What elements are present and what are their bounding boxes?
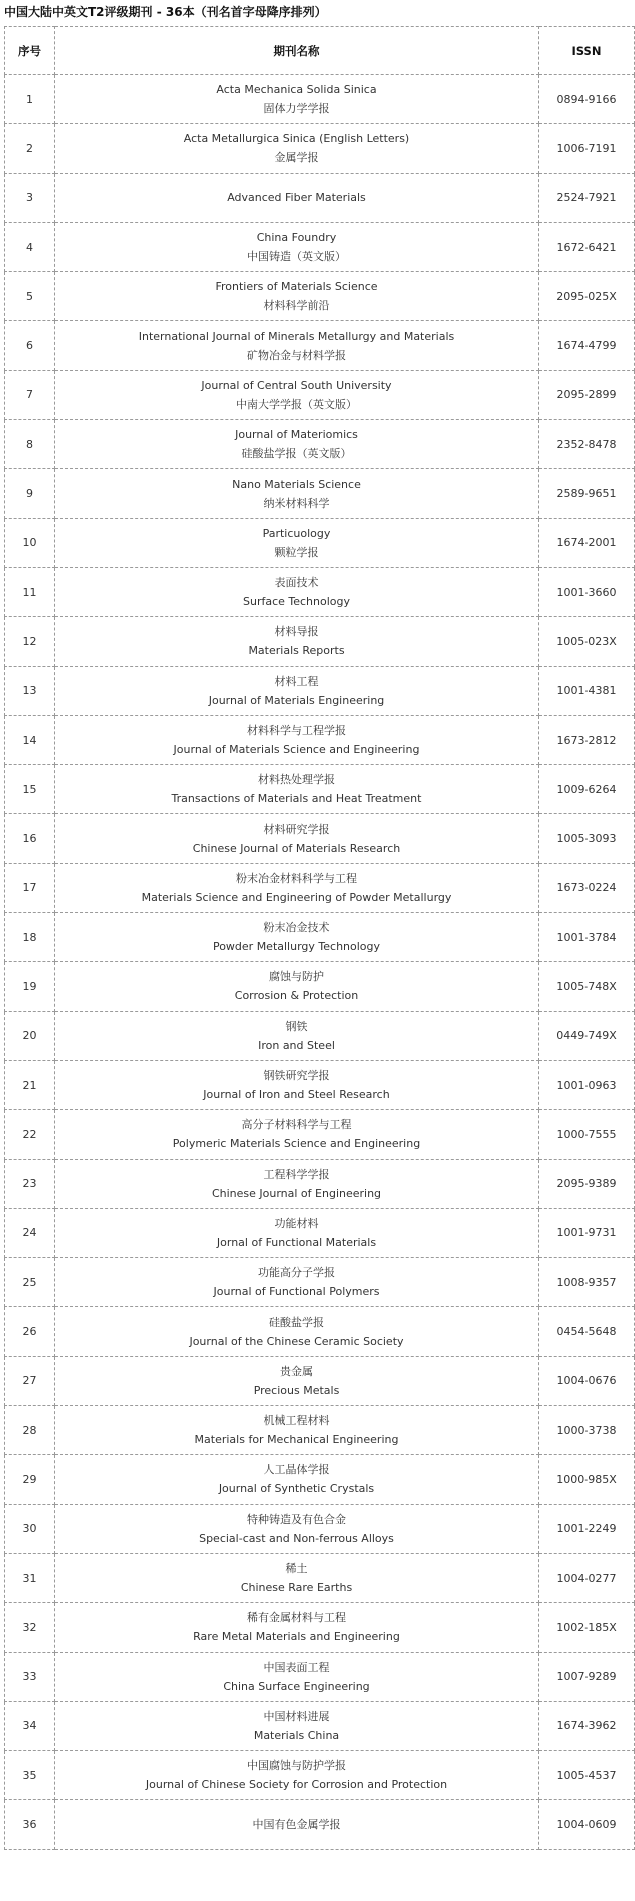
journal-name-secondary: Rare Metal Materials and Engineering: [193, 1630, 400, 1644]
journal-name-primary: 人工晶体学报: [263, 1463, 330, 1477]
journal-name-secondary: Jornal of Functional Materials: [216, 1235, 377, 1249]
journal-name-secondary: Iron and Steel: [258, 1038, 335, 1052]
table-row: [5, 1800, 635, 1849]
row-number: 13: [5, 666, 55, 715]
table-row: [5, 666, 635, 715]
row-number: 10: [5, 518, 55, 567]
issn-value: 1007-9289: [539, 1652, 635, 1701]
table-row: [5, 1652, 635, 1701]
journal-name-primary: Nano Materials Science: [232, 477, 361, 491]
journal-name-cell: [55, 222, 539, 271]
issn-value: 1001-9731: [539, 1208, 635, 1257]
table-row: [5, 1751, 635, 1800]
journal-name-cell: [55, 814, 539, 863]
issn-value: 2095-9389: [539, 1159, 635, 1208]
journal-name-secondary: Special-cast and Non-ferrous Alloys: [199, 1531, 394, 1545]
row-number: 21: [5, 1060, 55, 1109]
issn-value: 1001-3784: [539, 913, 635, 962]
journal-name-secondary: Chinese Rare Earths: [240, 1581, 353, 1595]
row-number: 15: [5, 765, 55, 814]
journal-name-cell: [55, 863, 539, 912]
journal-name-secondary: Materials China: [253, 1728, 340, 1742]
journal-name-primary: 中国有色金属学报: [252, 1818, 341, 1832]
journal-name-primary: Acta Metallurgica Sinica (English Letters): [183, 132, 410, 146]
journal-name-secondary: 硅酸盐学报（英文版）: [241, 447, 352, 461]
journal-name-secondary: Journal of Synthetic Crystals: [218, 1482, 375, 1496]
journal-name-cell: [55, 1060, 539, 1109]
journal-name-cell: [55, 617, 539, 666]
row-number: 34: [5, 1701, 55, 1750]
row-number: 6: [5, 321, 55, 370]
row-number: 36: [5, 1800, 55, 1849]
issn-value: 1674-4799: [539, 321, 635, 370]
row-number: 14: [5, 715, 55, 764]
row-number: 33: [5, 1652, 55, 1701]
journal-name-primary: 高分子材料科学与工程: [241, 1118, 352, 1132]
row-number: 28: [5, 1406, 55, 1455]
journal-name-cell: [55, 1504, 539, 1553]
journal-name-secondary: Precious Metals: [253, 1383, 340, 1397]
issn-value: 2095-025X: [539, 272, 635, 321]
issn-value: 1005-3093: [539, 814, 635, 863]
journal-name-secondary: Journal of Iron and Steel Research: [203, 1088, 390, 1102]
table-row: [5, 715, 635, 764]
journal-name-secondary: Journal of Materials Engineering: [208, 693, 385, 707]
journal-name-secondary: 材料科学前沿: [263, 299, 330, 313]
issn-value: 1001-2249: [539, 1504, 635, 1553]
journal-name-cell: [55, 913, 539, 962]
journal-name-primary: China Foundry: [256, 231, 337, 245]
table-row: [5, 1060, 635, 1109]
table-row: [5, 1504, 635, 1553]
row-number: 26: [5, 1307, 55, 1356]
journal-name-cell: [55, 1011, 539, 1060]
issn-value: 1000-3738: [539, 1406, 635, 1455]
journal-name-secondary: Chinese Journal of Engineering: [211, 1186, 382, 1200]
table-row: [5, 173, 635, 222]
journal-name-secondary: 金属学报: [274, 151, 319, 165]
journal-table: [4, 26, 635, 1850]
issn-value: 1001-4381: [539, 666, 635, 715]
journal-name-cell: [55, 518, 539, 567]
journal-name-cell: [55, 75, 539, 124]
journal-name-primary: 粉末冶金技术: [263, 921, 330, 935]
column-header-name: 期刊名称: [55, 27, 539, 75]
row-number: 31: [5, 1553, 55, 1602]
column-header-issn: ISSN: [539, 27, 635, 75]
issn-value: 1008-9357: [539, 1258, 635, 1307]
journal-name-cell: [55, 1356, 539, 1405]
issn-value: 1674-2001: [539, 518, 635, 567]
journal-name-secondary: Journal of Functional Polymers: [213, 1285, 380, 1299]
row-number: 2: [5, 124, 55, 173]
issn-value: 1009-6264: [539, 765, 635, 814]
document-title: 中国大陆中英文T2评级期刊 - 36本（刊名首字母降序排列）: [4, 5, 327, 19]
row-number: 12: [5, 617, 55, 666]
journal-name-secondary: Materials Reports: [248, 644, 345, 658]
issn-value: 1673-0224: [539, 863, 635, 912]
table-row: [5, 75, 635, 124]
row-number: 3: [5, 173, 55, 222]
journal-name-cell: [55, 715, 539, 764]
journal-name-cell: [55, 1701, 539, 1750]
journal-name-cell: [55, 272, 539, 321]
journal-name-cell: [55, 321, 539, 370]
table-row: [5, 1455, 635, 1504]
table-row: [5, 962, 635, 1011]
issn-value: 2589-9651: [539, 469, 635, 518]
issn-value: 1000-7555: [539, 1110, 635, 1159]
row-number: 17: [5, 863, 55, 912]
journal-name-primary: Journal of Central South University: [201, 378, 392, 392]
journal-name-primary: 材料热处理学报: [258, 773, 335, 787]
issn-value: 1004-0609: [539, 1800, 635, 1849]
table-row: [5, 1356, 635, 1405]
table-row: [5, 420, 635, 469]
journal-name-cell: [55, 420, 539, 469]
journal-name-primary: International Journal of Minerals Metallurgy and Materials: [138, 329, 455, 343]
journal-name-cell: [55, 1652, 539, 1701]
table-row: [5, 321, 635, 370]
column-header-number: 序号: [5, 27, 55, 75]
row-number: 25: [5, 1258, 55, 1307]
journal-name-cell: [55, 1159, 539, 1208]
table-row: [5, 1159, 635, 1208]
journal-name-secondary: Powder Metallurgy Technology: [212, 940, 381, 954]
row-number: 22: [5, 1110, 55, 1159]
table-row: [5, 765, 635, 814]
row-number: 7: [5, 370, 55, 419]
journal-name-primary: 钢铁研究学报: [263, 1069, 330, 1083]
table-row: [5, 124, 635, 173]
issn-value: 1672-6421: [539, 222, 635, 271]
issn-value: 0449-749X: [539, 1011, 635, 1060]
row-number: 29: [5, 1455, 55, 1504]
table-row: [5, 1603, 635, 1652]
issn-value: 1005-748X: [539, 962, 635, 1011]
table-row: [5, 617, 635, 666]
table-row: [5, 814, 635, 863]
journal-name-secondary: Materials for Mechanical Engineering: [194, 1433, 399, 1447]
journal-name-cell: [55, 567, 539, 616]
journal-name-cell: [55, 1455, 539, 1504]
journal-name-secondary: Journal of the Chinese Ceramic Society: [189, 1334, 404, 1348]
journal-name-secondary: 纳米材料科学: [263, 496, 330, 510]
journal-name-secondary: Materials Science and Engineering of Powder Metallurgy: [141, 890, 452, 904]
row-number: 24: [5, 1208, 55, 1257]
issn-value: 1005-4537: [539, 1751, 635, 1800]
row-number: 35: [5, 1751, 55, 1800]
issn-value: 1005-023X: [539, 617, 635, 666]
journal-name-primary: 材料研究学报: [263, 822, 330, 836]
table-row: [5, 1701, 635, 1750]
table-row: [5, 567, 635, 616]
journal-name-secondary: China Surface Engineering: [223, 1679, 370, 1693]
journal-name-primary: 粉末冶金材料科学与工程: [236, 871, 357, 885]
row-number: 20: [5, 1011, 55, 1060]
journal-name-primary: Acta Mechanica Solida Sinica: [216, 83, 377, 97]
journal-name-primary: 功能材料: [274, 1216, 319, 1230]
journal-name-primary: 腐蚀与防护: [269, 970, 324, 984]
journal-name-primary: Particuology: [262, 526, 331, 540]
journal-name-cell: [55, 1258, 539, 1307]
table-row: [5, 863, 635, 912]
journal-name-primary: Frontiers of Materials Science: [215, 280, 378, 294]
table-row: [5, 1258, 635, 1307]
row-number: 11: [5, 567, 55, 616]
issn-value: 1004-0277: [539, 1553, 635, 1602]
journal-name-cell: [55, 173, 539, 222]
table-row: [5, 1307, 635, 1356]
issn-value: 2095-2899: [539, 370, 635, 419]
table-row: [5, 1110, 635, 1159]
table-row: [5, 913, 635, 962]
journal-name-secondary: Corrosion & Protection: [234, 989, 359, 1003]
journal-name-primary: 稀有金属材料与工程: [247, 1611, 346, 1625]
row-number: 23: [5, 1159, 55, 1208]
journal-name-secondary: Transactions of Materials and Heat Treatment: [171, 792, 422, 806]
journal-name-cell: [55, 1208, 539, 1257]
journal-name-primary: 中国材料进展: [263, 1709, 330, 1723]
journal-name-cell: [55, 962, 539, 1011]
journal-name-cell: [55, 370, 539, 419]
journal-name-primary: 贵金属: [280, 1364, 313, 1378]
row-number: 1: [5, 75, 55, 124]
journal-name-secondary: Chinese Journal of Materials Research: [192, 841, 401, 855]
issn-value: 0894-9166: [539, 75, 635, 124]
journal-name-secondary: Journal of Chinese Society for Corrosion and Protection: [145, 1778, 448, 1792]
journal-name-primary: Advanced Fiber Materials: [227, 191, 366, 205]
row-number: 32: [5, 1603, 55, 1652]
table-row: [5, 518, 635, 567]
journal-name-cell: [55, 1800, 539, 1849]
issn-value: 2524-7921: [539, 173, 635, 222]
journal-name-secondary: 中南大学学报（英文版）: [236, 397, 357, 411]
journal-name-primary: 稀土: [285, 1562, 308, 1576]
journal-name-primary: 材料工程: [274, 674, 319, 688]
journal-name-cell: [55, 1553, 539, 1602]
journal-name-primary: 硅酸盐学报: [269, 1315, 324, 1329]
table-row: [5, 1406, 635, 1455]
table-row: [5, 1208, 635, 1257]
journal-name-secondary: Journal of Materials Science and Engineering: [173, 743, 420, 756]
table-body: [5, 75, 635, 1850]
row-number: 4: [5, 222, 55, 271]
journal-name-primary: 机械工程材料: [263, 1414, 330, 1428]
row-number: 27: [5, 1356, 55, 1405]
journal-name-cell: [55, 765, 539, 814]
journal-name-primary: 功能高分子学报: [258, 1266, 335, 1280]
journal-name-primary: 钢铁: [285, 1019, 308, 1033]
issn-value: 2352-8478: [539, 420, 635, 469]
row-number: 19: [5, 962, 55, 1011]
table-row: [5, 1553, 635, 1602]
journal-name-secondary: Surface Technology: [242, 595, 351, 609]
issn-value: 1673-2812: [539, 715, 635, 764]
journal-name-primary: 材料导报: [274, 625, 319, 639]
journal-name-cell: [55, 666, 539, 715]
journal-name-secondary: Polymeric Materials Science and Engineering: [172, 1137, 421, 1151]
journal-name-primary: 中国表面工程: [263, 1660, 330, 1674]
row-number: 18: [5, 913, 55, 962]
journal-name-primary: Journal of Materiomics: [235, 428, 358, 442]
row-number: 8: [5, 420, 55, 469]
issn-value: 1006-7191: [539, 124, 635, 173]
journal-name-cell: [55, 1406, 539, 1455]
journal-name-primary: 特种铸造及有色合金: [247, 1512, 346, 1526]
journal-name-secondary: 中国铸造（英文版）: [247, 250, 346, 264]
journal-name-primary: 工程科学学报: [263, 1167, 330, 1181]
journal-name-secondary: 颗粒学报: [274, 545, 319, 559]
issn-value: 1000-985X: [539, 1455, 635, 1504]
journal-name-cell: [55, 1307, 539, 1356]
journal-name-secondary: 固体力学学报: [263, 102, 330, 116]
journal-name-cell: [55, 1110, 539, 1159]
table-row: [5, 272, 635, 321]
table-row: [5, 370, 635, 419]
journal-name-primary: 材料科学与工程学报: [247, 724, 346, 737]
row-number: 30: [5, 1504, 55, 1553]
row-number: 5: [5, 272, 55, 321]
issn-value: 1674-3962: [539, 1701, 635, 1750]
journal-name-cell: [55, 1751, 539, 1800]
issn-value: 0454-5648: [539, 1307, 635, 1356]
journal-name-primary: 中国腐蚀与防护学报: [247, 1759, 346, 1773]
row-number: 9: [5, 469, 55, 518]
table-row: [5, 1011, 635, 1060]
issn-value: 1001-0963: [539, 1060, 635, 1109]
issn-value: 1002-185X: [539, 1603, 635, 1652]
table-header-row: [5, 27, 635, 75]
issn-value: 1001-3660: [539, 567, 635, 616]
journal-name-cell: [55, 469, 539, 518]
issn-value: 1004-0676: [539, 1356, 635, 1405]
journal-name-primary: 表面技术: [274, 576, 319, 590]
journal-name-secondary: 矿物冶金与材料学报: [247, 348, 346, 362]
table-row: [5, 469, 635, 518]
journal-name-cell: [55, 1603, 539, 1652]
row-number: 16: [5, 814, 55, 863]
table-row: [5, 222, 635, 271]
journal-name-cell: [55, 124, 539, 173]
